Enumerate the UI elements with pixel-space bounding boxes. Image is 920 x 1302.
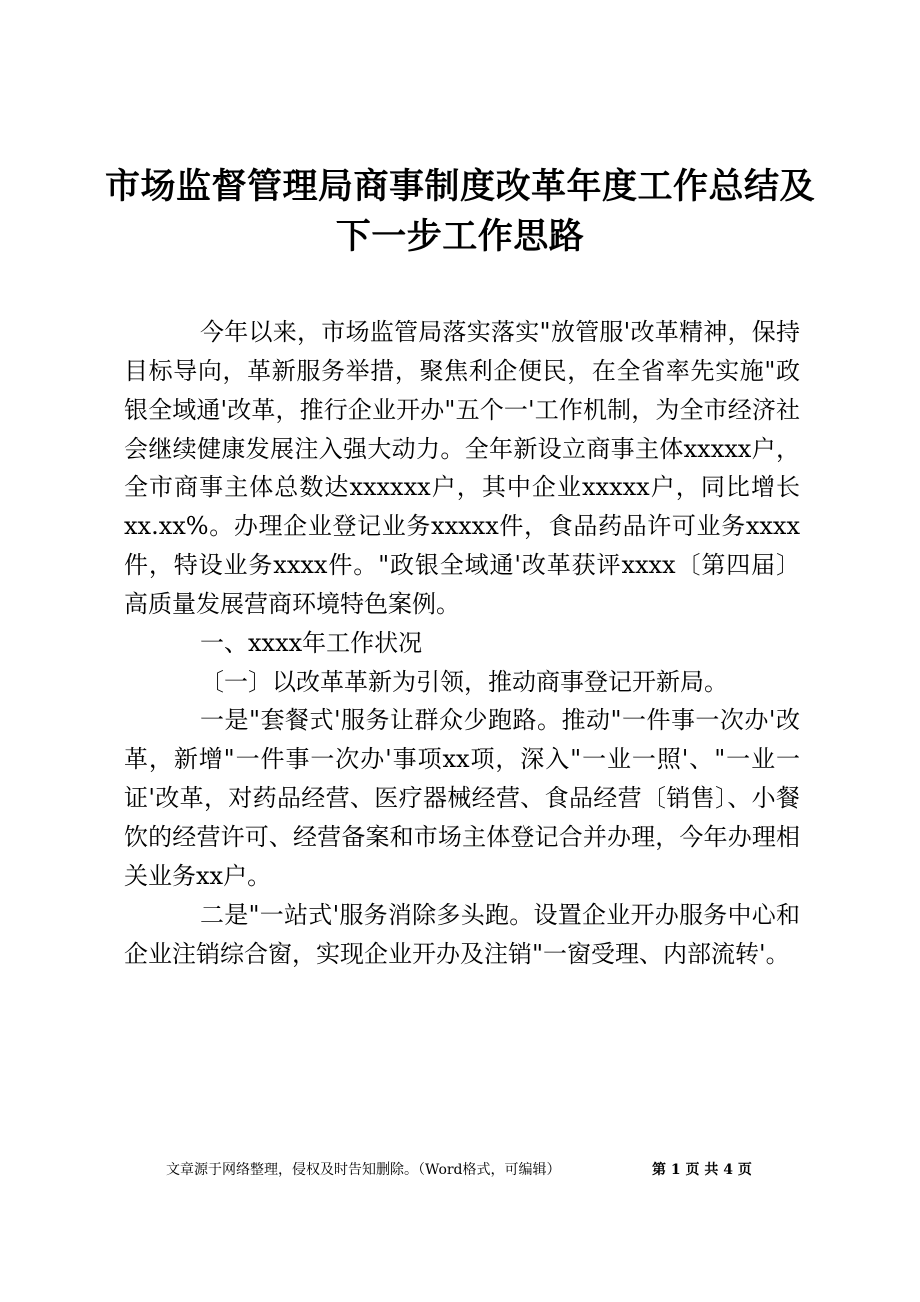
footer-note: 文章源于网络整理，侵权及时告知删除。（Word格式，可编辑） — [166, 1162, 561, 1178]
paragraph-intro: 今年以来，市场监管局落实落实"放管服'改革精神，保持目标导向，革新服务举措，聚焦利企便民，在全省率先实施"政银全域通'改革，推行企业开办"五个一'工作机制，为全市经济社会继续健康发展注入强大动力。全年新设立商事主体xxxxx户，全市商事主体总数达xxxxxx户，其中企业xxxxx户，同比增长xx.xx%。办理企业登记业务xxxxx件，食品药品许可业务xxxx件，特设业务xxxx件。"政银全域通'改革获评xxxx〔第四届〕高质量发展营商环境特色案例。 — [124, 318, 800, 618]
section-heading: 一、xxxx年工作状况 — [200, 628, 423, 657]
page-number: 第 1 页 共 4 页 — [652, 1162, 752, 1178]
document-body — [124, 313, 800, 973]
document-title-line-1: 市场监督管理局商事制度改革年度工作总结及 — [104, 166, 815, 207]
document-title-line-2: 下一步工作思路 — [335, 216, 585, 257]
page-footer — [0, 1158, 920, 1182]
subsection-heading: 〔一〕以改革革新为引领，推动商事登记开新局。 — [200, 667, 728, 696]
paragraph-item-1: 一是"套餐式'服务让群众少跑路。推动"一件事一次办'改革，新增"一件事一次办'事项xx项，深入"一业一照'、"一业一证'改革，对药品经营、医疗器械经营、食品经营〔销售〕、小餐饮的经营许可、经营备案和市场主体登记合并办理，今年办理相关业务xx户。 — [124, 706, 800, 890]
paragraph-item-2: 二是"一站式'服务消除多头跑。设置企业开办服务中心和企业注销综合窗，实现企业开办及注销"一窗受理、内部流转'。 — [124, 900, 800, 968]
